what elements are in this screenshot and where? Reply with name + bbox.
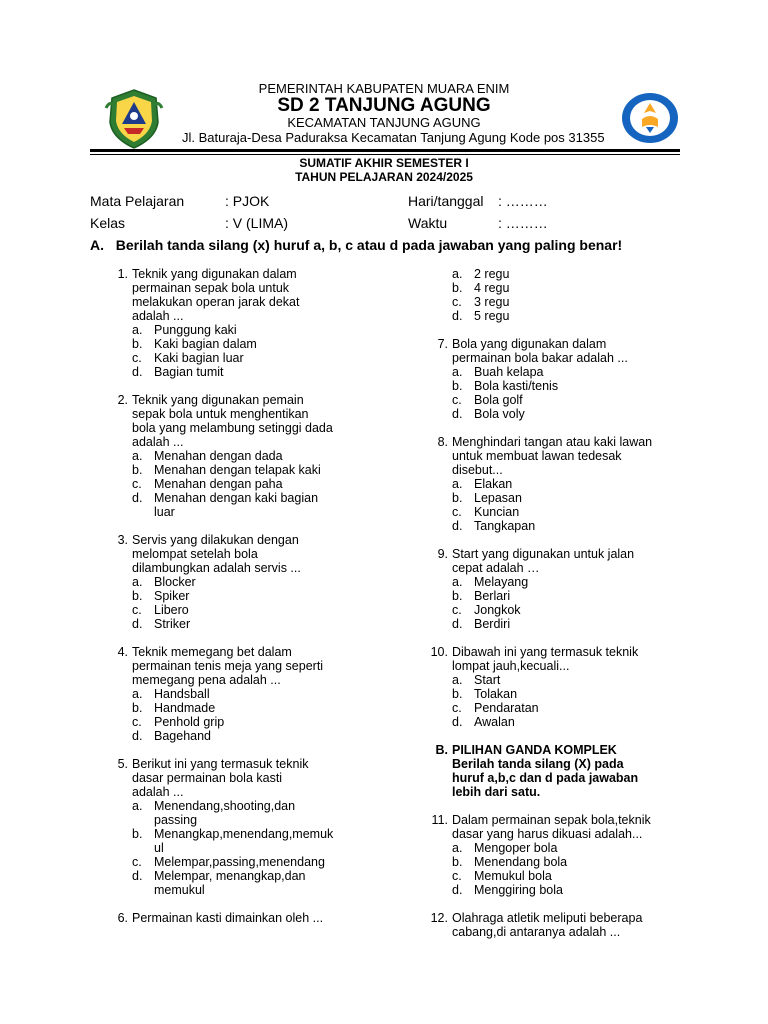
option-text: Berdiri (474, 617, 511, 631)
question-option (106, 729, 376, 743)
section-b-title: PILIHAN GANDA KOMPLEK (452, 743, 617, 757)
question-text: Berikut ini yang termasuk teknik dasar permainan bola kasti adalah ... (132, 757, 309, 799)
option-text: Penhold grip (154, 715, 225, 729)
option-letter: d. (452, 519, 463, 533)
question-item (426, 547, 696, 631)
option-letter: c. (132, 477, 142, 491)
option-text: Melayang (474, 575, 529, 589)
section-a-letter: A. (90, 237, 104, 253)
option-text: 3 regu (474, 295, 510, 309)
option-letter: a. (452, 267, 463, 281)
date-label: Hari/tanggal (408, 193, 484, 209)
subject-value: : PJOK (225, 193, 270, 209)
question-option (426, 701, 696, 715)
question-option (426, 883, 696, 897)
option-letter: c. (132, 855, 142, 869)
option-text: Spiker (154, 589, 190, 603)
option-text: Kaki bagian luar (154, 351, 244, 365)
question-option (426, 869, 696, 883)
question-text: Teknik yang digunakan pemain sepak bola untuk menghentikan bola yang melambung setinggi dada adalah ... (132, 393, 333, 449)
question-spacer (426, 323, 696, 337)
option-letter: a. (452, 365, 463, 379)
question-text: Permainan kasti dimainkan oleh ... (132, 911, 324, 925)
question-number: 10. (430, 645, 448, 659)
option-text: Jongkok (474, 603, 521, 617)
option-letter: a. (452, 575, 463, 589)
question-option (426, 841, 696, 855)
option-text: Bola kasti/tenis (474, 379, 559, 393)
question-spacer (426, 631, 696, 645)
option-letter: d. (132, 869, 143, 883)
option-text: Tangkapan (474, 519, 536, 533)
question-option (106, 337, 376, 351)
question-number: 5. (117, 757, 128, 771)
question-option (426, 603, 696, 617)
option-letter: a. (452, 841, 463, 855)
section-b-title-row (426, 743, 696, 757)
question-option (106, 589, 376, 603)
question-6-option (426, 267, 696, 281)
header-divider-thin (90, 154, 680, 155)
option-text: Menggiring bola (474, 883, 563, 897)
option-letter: b. (132, 589, 143, 603)
question-option (106, 799, 376, 827)
option-text: Blocker (154, 575, 196, 589)
question-item (426, 813, 696, 897)
option-text: Handmade (154, 701, 216, 715)
option-text: Memukul bola (474, 869, 552, 883)
question-stem (426, 911, 696, 939)
question-spacer (426, 729, 696, 743)
question-stem (426, 645, 696, 673)
left-question-column (106, 267, 376, 925)
question-option (426, 617, 696, 631)
question-option (106, 869, 376, 897)
district-name: KECAMATAN TANJUNG AGUNG (287, 115, 481, 130)
option-text: Handsball (154, 687, 210, 701)
date-value: : ……… (498, 193, 548, 209)
question-item (426, 645, 696, 729)
government-header: PEMERINTAH KABUPATEN MUARA ENIM (258, 81, 510, 96)
question-option (106, 463, 376, 477)
option-text: Bola golf (474, 393, 523, 407)
option-text: Menahan dengan paha (154, 477, 283, 491)
question-text: Dalam permainan sepak bola,teknik dasar yang harus dikuasi adalah... (452, 813, 651, 841)
option-letter: a. (132, 575, 143, 589)
question-option (106, 491, 376, 519)
option-text: 2 regu (474, 267, 510, 281)
option-letter: b. (452, 687, 463, 701)
school-name: SD 2 TANJUNG AGUNG (277, 95, 491, 116)
option-text: Mengoper bola (474, 841, 558, 855)
question-item (106, 757, 376, 897)
question-option (106, 855, 376, 869)
option-letter: b. (132, 463, 143, 477)
question-spacer (426, 799, 696, 813)
option-letter: b. (132, 701, 143, 715)
option-letter: c. (132, 603, 142, 617)
question-text: Servis yang dilakukan dengan melompat setelah bola dilambungkan adalah servis ... (132, 533, 301, 575)
question-option (426, 687, 696, 701)
option-text: 5 regu (474, 309, 510, 323)
option-letter: b. (452, 379, 463, 393)
option-letter: d. (132, 617, 143, 631)
question-stem (426, 813, 696, 841)
question-spacer (106, 631, 376, 645)
question-text: Teknik yang digunakan dalam permainan sepak bola untuk melakukan operan jarak dekat adalah ... (132, 267, 300, 323)
option-letter: c. (452, 295, 462, 309)
question-item (426, 337, 696, 421)
question-option (106, 449, 376, 463)
section-a-text: Berilah tanda silang (x) huruf a, b, c atau d pada jawaban yang paling benar! (115, 237, 623, 253)
section-b-letter: B. (435, 743, 448, 757)
question-number: 3. (117, 533, 128, 547)
question-text: Teknik memegang bet dalam permainan tenis meja yang seperti memegang pena adalah ... (132, 645, 324, 687)
option-letter: c. (452, 505, 462, 519)
question-item (106, 911, 376, 925)
option-text: Start (474, 673, 501, 687)
option-letter: d. (452, 617, 463, 631)
section-a-instruction (90, 236, 690, 254)
option-text: Buah kelapa (474, 365, 544, 379)
option-text: Bagehand (154, 729, 212, 743)
option-text: 4 regu (474, 281, 510, 295)
question-stem (426, 337, 696, 365)
right-question-column (426, 267, 696, 939)
question-option (426, 491, 696, 505)
option-letter: c. (452, 393, 462, 407)
option-text: Bola voly (474, 407, 525, 421)
question-text: Dibawah ini yang termasuk teknik lompat jauh,kecuali... (452, 645, 639, 673)
question-stem (106, 393, 376, 449)
option-letter: d. (452, 883, 463, 897)
option-text: Menahan dengan dada (154, 449, 283, 463)
option-text: Pendaratan (474, 701, 539, 715)
option-letter: d. (132, 729, 143, 743)
option-text: Menendang bola (474, 855, 568, 869)
option-letter: c. (452, 869, 462, 883)
option-text: Elakan (474, 477, 513, 491)
option-text: Lepasan (474, 491, 522, 505)
option-letter: a. (452, 673, 463, 687)
question-option (426, 379, 696, 393)
option-text: Bagian tumit (154, 365, 224, 379)
question-option (106, 827, 376, 855)
question-6-option (426, 309, 696, 323)
question-option (106, 603, 376, 617)
time-label: Waktu (408, 215, 448, 231)
option-text: Melempar, menangkap,dan memukul (154, 869, 306, 897)
option-letter: b. (452, 491, 463, 505)
question-option (426, 365, 696, 379)
question-stem (106, 757, 376, 799)
option-text: Tolakan (474, 687, 518, 701)
header-divider (90, 149, 680, 152)
question-number: 4. (117, 645, 128, 659)
class-label: Kelas (90, 215, 126, 231)
question-spacer (426, 533, 696, 547)
question-option (426, 575, 696, 589)
question-spacer (106, 379, 376, 393)
question-option (426, 589, 696, 603)
question-stem (426, 435, 696, 477)
option-letter: b. (452, 589, 463, 603)
option-letter: d. (452, 309, 463, 323)
question-item (426, 911, 696, 939)
question-number: 9. (437, 547, 448, 561)
question-stem (106, 645, 376, 687)
question-spacer (106, 743, 376, 757)
option-text: Awalan (474, 715, 515, 729)
question-spacer (426, 421, 696, 435)
question-spacer (106, 897, 376, 911)
question-item (426, 435, 696, 533)
question-number: 2. (117, 393, 128, 407)
question-option (106, 715, 376, 729)
section-b-header (426, 743, 696, 799)
option-letter: d. (132, 365, 143, 379)
question-number: 1. (117, 267, 128, 281)
question-option (106, 365, 376, 379)
option-letter: b. (452, 281, 463, 295)
option-letter: d. (452, 407, 463, 421)
question-option (426, 855, 696, 869)
question-spacer (106, 519, 376, 533)
school-address: Jl. Baturaja-Desa Paduraksa Kecamatan Tanjung Agung Kode pos 31355 (182, 130, 605, 145)
option-text: Menahan dengan telapak kaki (154, 463, 321, 477)
option-text: Berlari (474, 589, 511, 603)
question-number: 11. (431, 813, 448, 827)
option-letter: b. (132, 337, 143, 351)
option-letter: c. (452, 701, 462, 715)
question-number: 6. (117, 911, 128, 925)
question-item (106, 645, 376, 743)
question-spacer (426, 897, 696, 911)
question-stem (106, 533, 376, 575)
option-letter: b. (132, 827, 143, 841)
question-item (106, 393, 376, 519)
option-letter: a. (132, 687, 143, 701)
option-text: Melempar,passing,menendang (154, 855, 325, 869)
question-option (106, 687, 376, 701)
option-text: Menahan dengan kaki bagian luar (154, 491, 319, 519)
option-letter: d. (452, 715, 463, 729)
question-6-option (426, 295, 696, 309)
question-option (426, 505, 696, 519)
question-text: Olahraga atletik meliputi beberapa cabang,di antaranya adalah ... (452, 911, 643, 939)
option-letter: b. (452, 855, 463, 869)
question-option (426, 715, 696, 729)
option-letter: c. (132, 715, 142, 729)
option-letter: a. (132, 449, 143, 463)
question-option (106, 617, 376, 631)
question-6-option (426, 281, 696, 295)
question-option (426, 477, 696, 491)
academic-year: TAHUN PELAJARAN 2024/2025 (295, 170, 473, 184)
question-text: Bola yang digunakan dalam permainan bola bakar adalah ... (452, 337, 628, 365)
question-option (106, 477, 376, 491)
question-option (106, 351, 376, 365)
question-stem (426, 547, 696, 575)
option-text: Kuncian (474, 505, 520, 519)
option-text: Menangkap,menendang,memuk ul (154, 827, 334, 855)
class-value: : V (LIMA) (225, 215, 289, 231)
question-stem (106, 267, 376, 323)
question-number: 7. (437, 337, 448, 351)
section-b-instruction: Berilah tanda silang (X) pada huruf a,b,c dan d pada jawaban lebih dari satu. (452, 757, 639, 799)
question-item (106, 533, 376, 631)
question-number: 12. (430, 911, 448, 925)
option-text: Menendang,shooting,dan passing (154, 799, 296, 827)
question-item (106, 267, 376, 379)
time-value: : ……… (498, 215, 548, 231)
question-option (426, 393, 696, 407)
option-text: Punggung kaki (154, 323, 237, 337)
option-letter: a. (132, 323, 143, 337)
question-stem (106, 911, 376, 925)
option-text: Kaki bagian dalam (154, 337, 257, 351)
option-letter: c. (132, 351, 142, 365)
question-option (106, 701, 376, 715)
question-option (106, 575, 376, 589)
option-letter: a. (452, 477, 463, 491)
question-6-options (426, 267, 696, 323)
exam-title: SUMATIF AKHIR SEMESTER I (299, 156, 469, 170)
question-text: Start yang digunakan untuk jalan cepat adalah … (452, 547, 635, 575)
question-option (426, 407, 696, 421)
question-number: 8. (437, 435, 448, 449)
question-option (106, 323, 376, 337)
question-option (426, 673, 696, 687)
option-letter: c. (452, 603, 462, 617)
option-text: Striker (154, 617, 191, 631)
question-option (426, 519, 696, 533)
option-letter: d. (132, 491, 143, 505)
question-text: Menghindari tangan atau kaki lawan untuk membuat lawan tedesak disebut... (452, 435, 653, 477)
subject-label: Mata Pelajaran (90, 193, 185, 209)
option-text: Libero (154, 603, 189, 617)
option-letter: a. (132, 799, 143, 813)
